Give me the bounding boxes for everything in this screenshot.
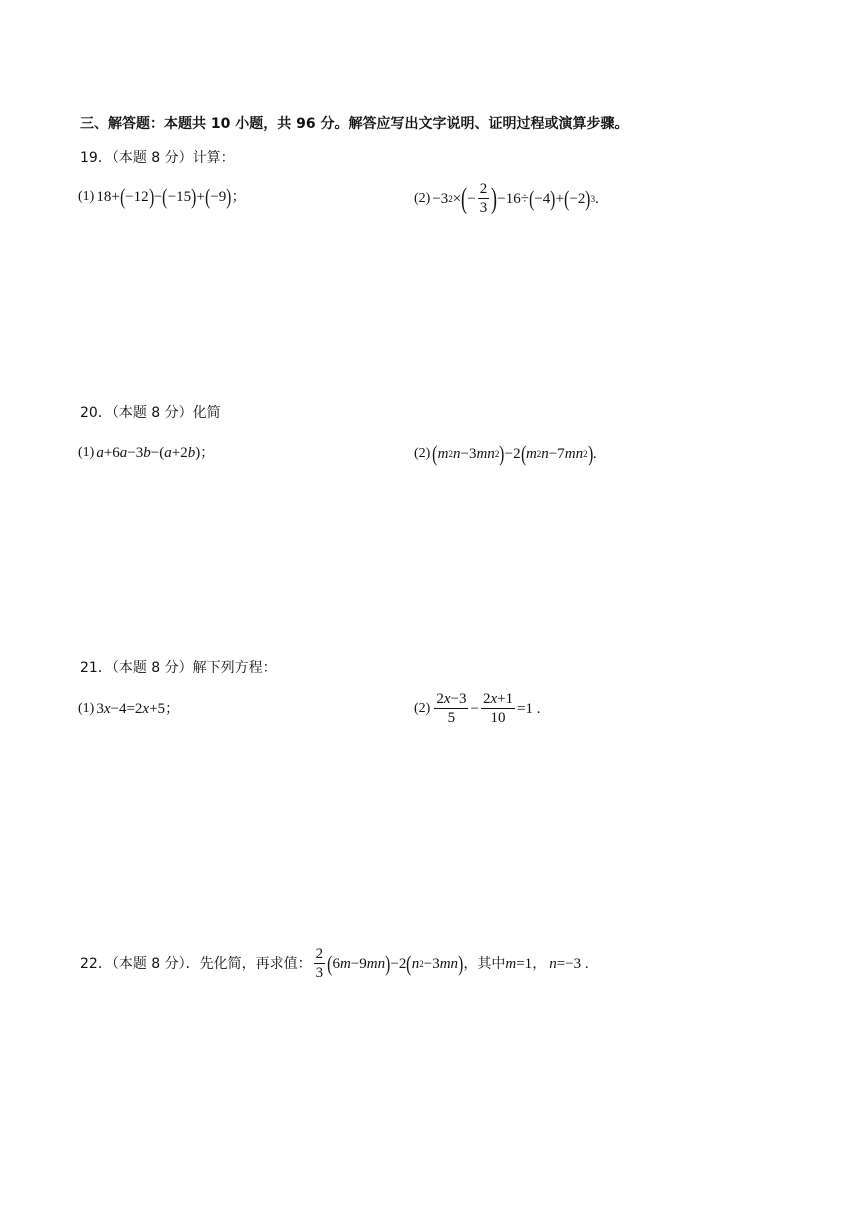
question-19-header: 19．（本题 8 分）计算： (80, 150, 235, 166)
expression: 3 x −4=2 x +5 ； (96, 701, 180, 717)
expression: ( m 2 n −3 mn 2 ) −2 ( m 2 n −7 mn 2 ) . (432, 441, 597, 466)
part-label: (2) (414, 190, 431, 206)
question-20-part-1 (78, 443, 214, 463)
question-20-part-2 (414, 443, 597, 465)
question-20-header: 20．（本题 8 分）化简 (80, 405, 221, 421)
question-19-part-2 (414, 180, 599, 217)
expression: $\frac{2x-3}{5}$ − $\frac{2x+1}{10}$ =1 . (436, 691, 541, 726)
expression: −3 2 × ( − $\frac{2}{3}$ ) −16÷ ( −4 ) + ( −2 ) 3 . (432, 181, 599, 216)
expression: $\frac{2}{3}$ ( 6 m −9 mn ) −2 ( n 2 −3 mn ) (315, 946, 464, 981)
question-19-part-1 (78, 186, 246, 208)
question-22-header: 22．（本题 8 分）．先化简，再求值： (80, 955, 312, 972)
question-21-part-2 (414, 690, 541, 727)
expression: 18+ ( −12 ) − ( −15 ) + ( −9 ) ； (96, 184, 246, 209)
condition-n: n =−3 . (549, 955, 589, 972)
part-label: (1) (78, 445, 95, 460)
part-label: (1) (78, 189, 95, 204)
section-title: 三、解答题：本题共 10 小题，共 96 分。解答应写出文字说明、证明过程或演算步骤。 (80, 116, 629, 132)
part-label: (2) (414, 446, 431, 461)
part-label: (2) (414, 700, 431, 716)
question-21-part-1 (78, 699, 179, 719)
expression: a +6 a −3 b −( a +2 b ) ； (96, 445, 215, 461)
condition-prefix: ，其中 (463, 955, 506, 972)
condition-separator: ， (532, 955, 547, 972)
question-21-header: 21．（本题 8 分）解下列方程： (80, 660, 277, 676)
condition-m: m =1 (505, 955, 533, 972)
question-22 (80, 945, 589, 982)
part-label: (1) (78, 701, 95, 716)
